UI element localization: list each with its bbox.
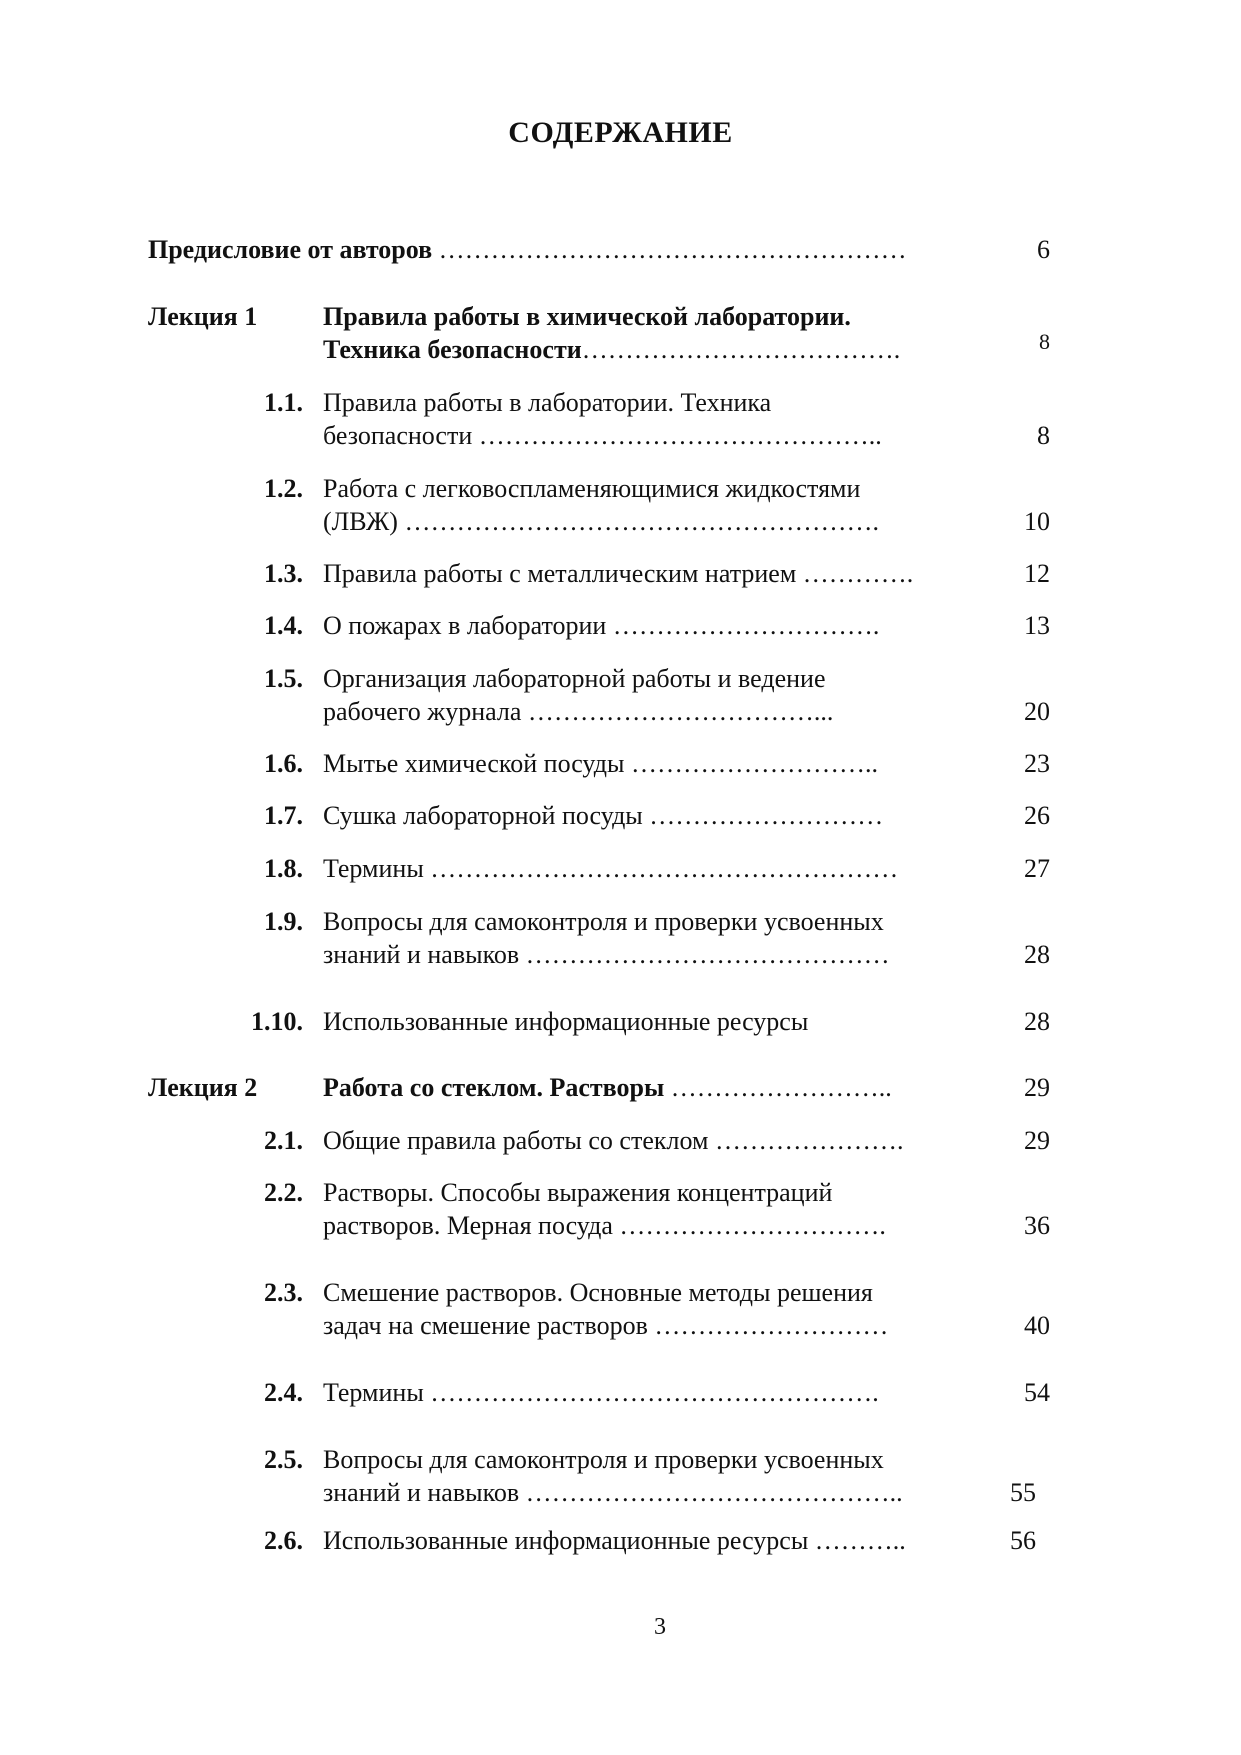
lecture1-page: 8: [1039, 329, 1050, 354]
section-number: 1.7.: [264, 801, 303, 830]
section-page: 13: [1024, 611, 1050, 640]
lecture1-label: Лекция 1: [148, 302, 258, 331]
section-title-line1: О пожарах в лаборатории ………………………….: [323, 611, 880, 640]
section-number: 1.2.: [264, 474, 303, 503]
section-title-line1: Мытье химической посуды ………………………..: [323, 749, 878, 778]
section-number: 2.5.: [264, 1445, 303, 1474]
lecture1-title-line2-text: Техника безопасности: [323, 335, 582, 364]
section-page: 27: [1024, 854, 1050, 883]
section-title-line1: Растворы. Способы выражения концентраций: [323, 1178, 833, 1207]
section-number: 1.1.: [264, 388, 303, 417]
section-page: 28: [1024, 1007, 1050, 1036]
lecture1-title-line1: Правила работы в химической лаборатории.: [323, 302, 851, 331]
section-number: 2.4.: [264, 1378, 303, 1407]
section-page: 20: [1024, 697, 1050, 726]
page-number: 3: [654, 1614, 666, 1640]
preface-leader: ………………………………………………: [432, 235, 907, 264]
section-page: 40: [1024, 1311, 1050, 1340]
section-title-line1: Сушка лабораторной посуды ………………………: [323, 801, 884, 830]
section-number: 2.6.: [264, 1526, 303, 1555]
section-title-line1: Термины ………………………………………………: [323, 854, 899, 883]
section-title-line1: Правила работы в лаборатории. Техника: [323, 388, 772, 417]
section-title-line1: Организация лабораторной работы и ведение: [323, 664, 826, 693]
section-number: 1.5.: [264, 664, 303, 693]
section-page: 10: [1024, 507, 1050, 536]
section-title-line1: Использованные информационные ресурсы: [323, 1007, 809, 1036]
section-title-line1: Работа с легковоспламеняющимися жидкостями: [323, 474, 861, 503]
section-title-line2: знаний и навыков ……………………………………: [323, 940, 890, 969]
section-title-line1: Вопросы для самоконтроля и проверки усвоенных: [323, 1445, 884, 1474]
section-page: 8: [1037, 421, 1050, 450]
section-number: 1.9.: [264, 907, 303, 936]
section-title-line1: Общие правила работы со стеклом ………………….: [323, 1126, 904, 1155]
section-page: 54: [1024, 1378, 1050, 1407]
section-title-line2: (ЛВЖ) ……………………………………………….: [323, 507, 879, 536]
lecture1-leader: ……………………………….: [581, 335, 901, 364]
section-page: 29: [1024, 1126, 1050, 1155]
section-title-line2: безопасности ………………………………………..: [323, 421, 882, 450]
section-title-line1: Смешение растворов. Основные методы решения: [323, 1278, 873, 1307]
section-page: 28: [1024, 940, 1050, 969]
section-title-line2: знаний и навыков ……………………………………..: [323, 1478, 903, 1507]
page-title: СОДЕРЖАНИЕ: [508, 116, 733, 149]
section-number: 1.4.: [264, 611, 303, 640]
lecture2-page: 29: [1024, 1073, 1050, 1102]
section-number: 1.6.: [264, 749, 303, 778]
section-number: 2.3.: [264, 1278, 303, 1307]
section-title-line1: Термины …………………………………………….: [323, 1378, 879, 1407]
section-number: 1.10.: [251, 1007, 303, 1036]
section-title-line2: растворов. Мерная посуда ………………………….: [323, 1211, 886, 1240]
lecture1-title-line2: [323, 333, 900, 366]
section-page: 23: [1024, 749, 1050, 778]
section-page: 12: [1024, 559, 1050, 588]
section-title-line1: Вопросы для самоконтроля и проверки усвоенных: [323, 907, 884, 936]
section-page: 56: [1010, 1526, 1036, 1555]
lecture2-title: [323, 1071, 892, 1104]
section-number: 2.1.: [264, 1126, 303, 1155]
preface-page: 6: [1037, 235, 1050, 264]
toc-entry-preface: [148, 233, 907, 266]
lecture2-label: Лекция 2: [148, 1073, 258, 1102]
section-page: 36: [1024, 1211, 1050, 1240]
section-title-line1: Правила работы с металлическим натрием ………….: [323, 559, 914, 588]
section-page: 55: [1010, 1478, 1036, 1507]
section-page: 26: [1024, 801, 1050, 830]
lecture2-title-text: Работа со стеклом. Растворы: [323, 1073, 665, 1102]
section-number: 1.3.: [264, 559, 303, 588]
section-title-line2: рабочего журнала ……………………………...: [323, 697, 834, 726]
section-number: 1.8.: [264, 854, 303, 883]
section-title-line1: Использованные информационные ресурсы ………..: [323, 1526, 906, 1555]
preface-title: Предисловие от авторов: [148, 235, 433, 264]
lecture2-leader: ……………………..: [664, 1073, 892, 1102]
section-title-line2: задач на смешение растворов ………………………: [323, 1311, 889, 1340]
section-number: 2.2.: [264, 1178, 303, 1207]
